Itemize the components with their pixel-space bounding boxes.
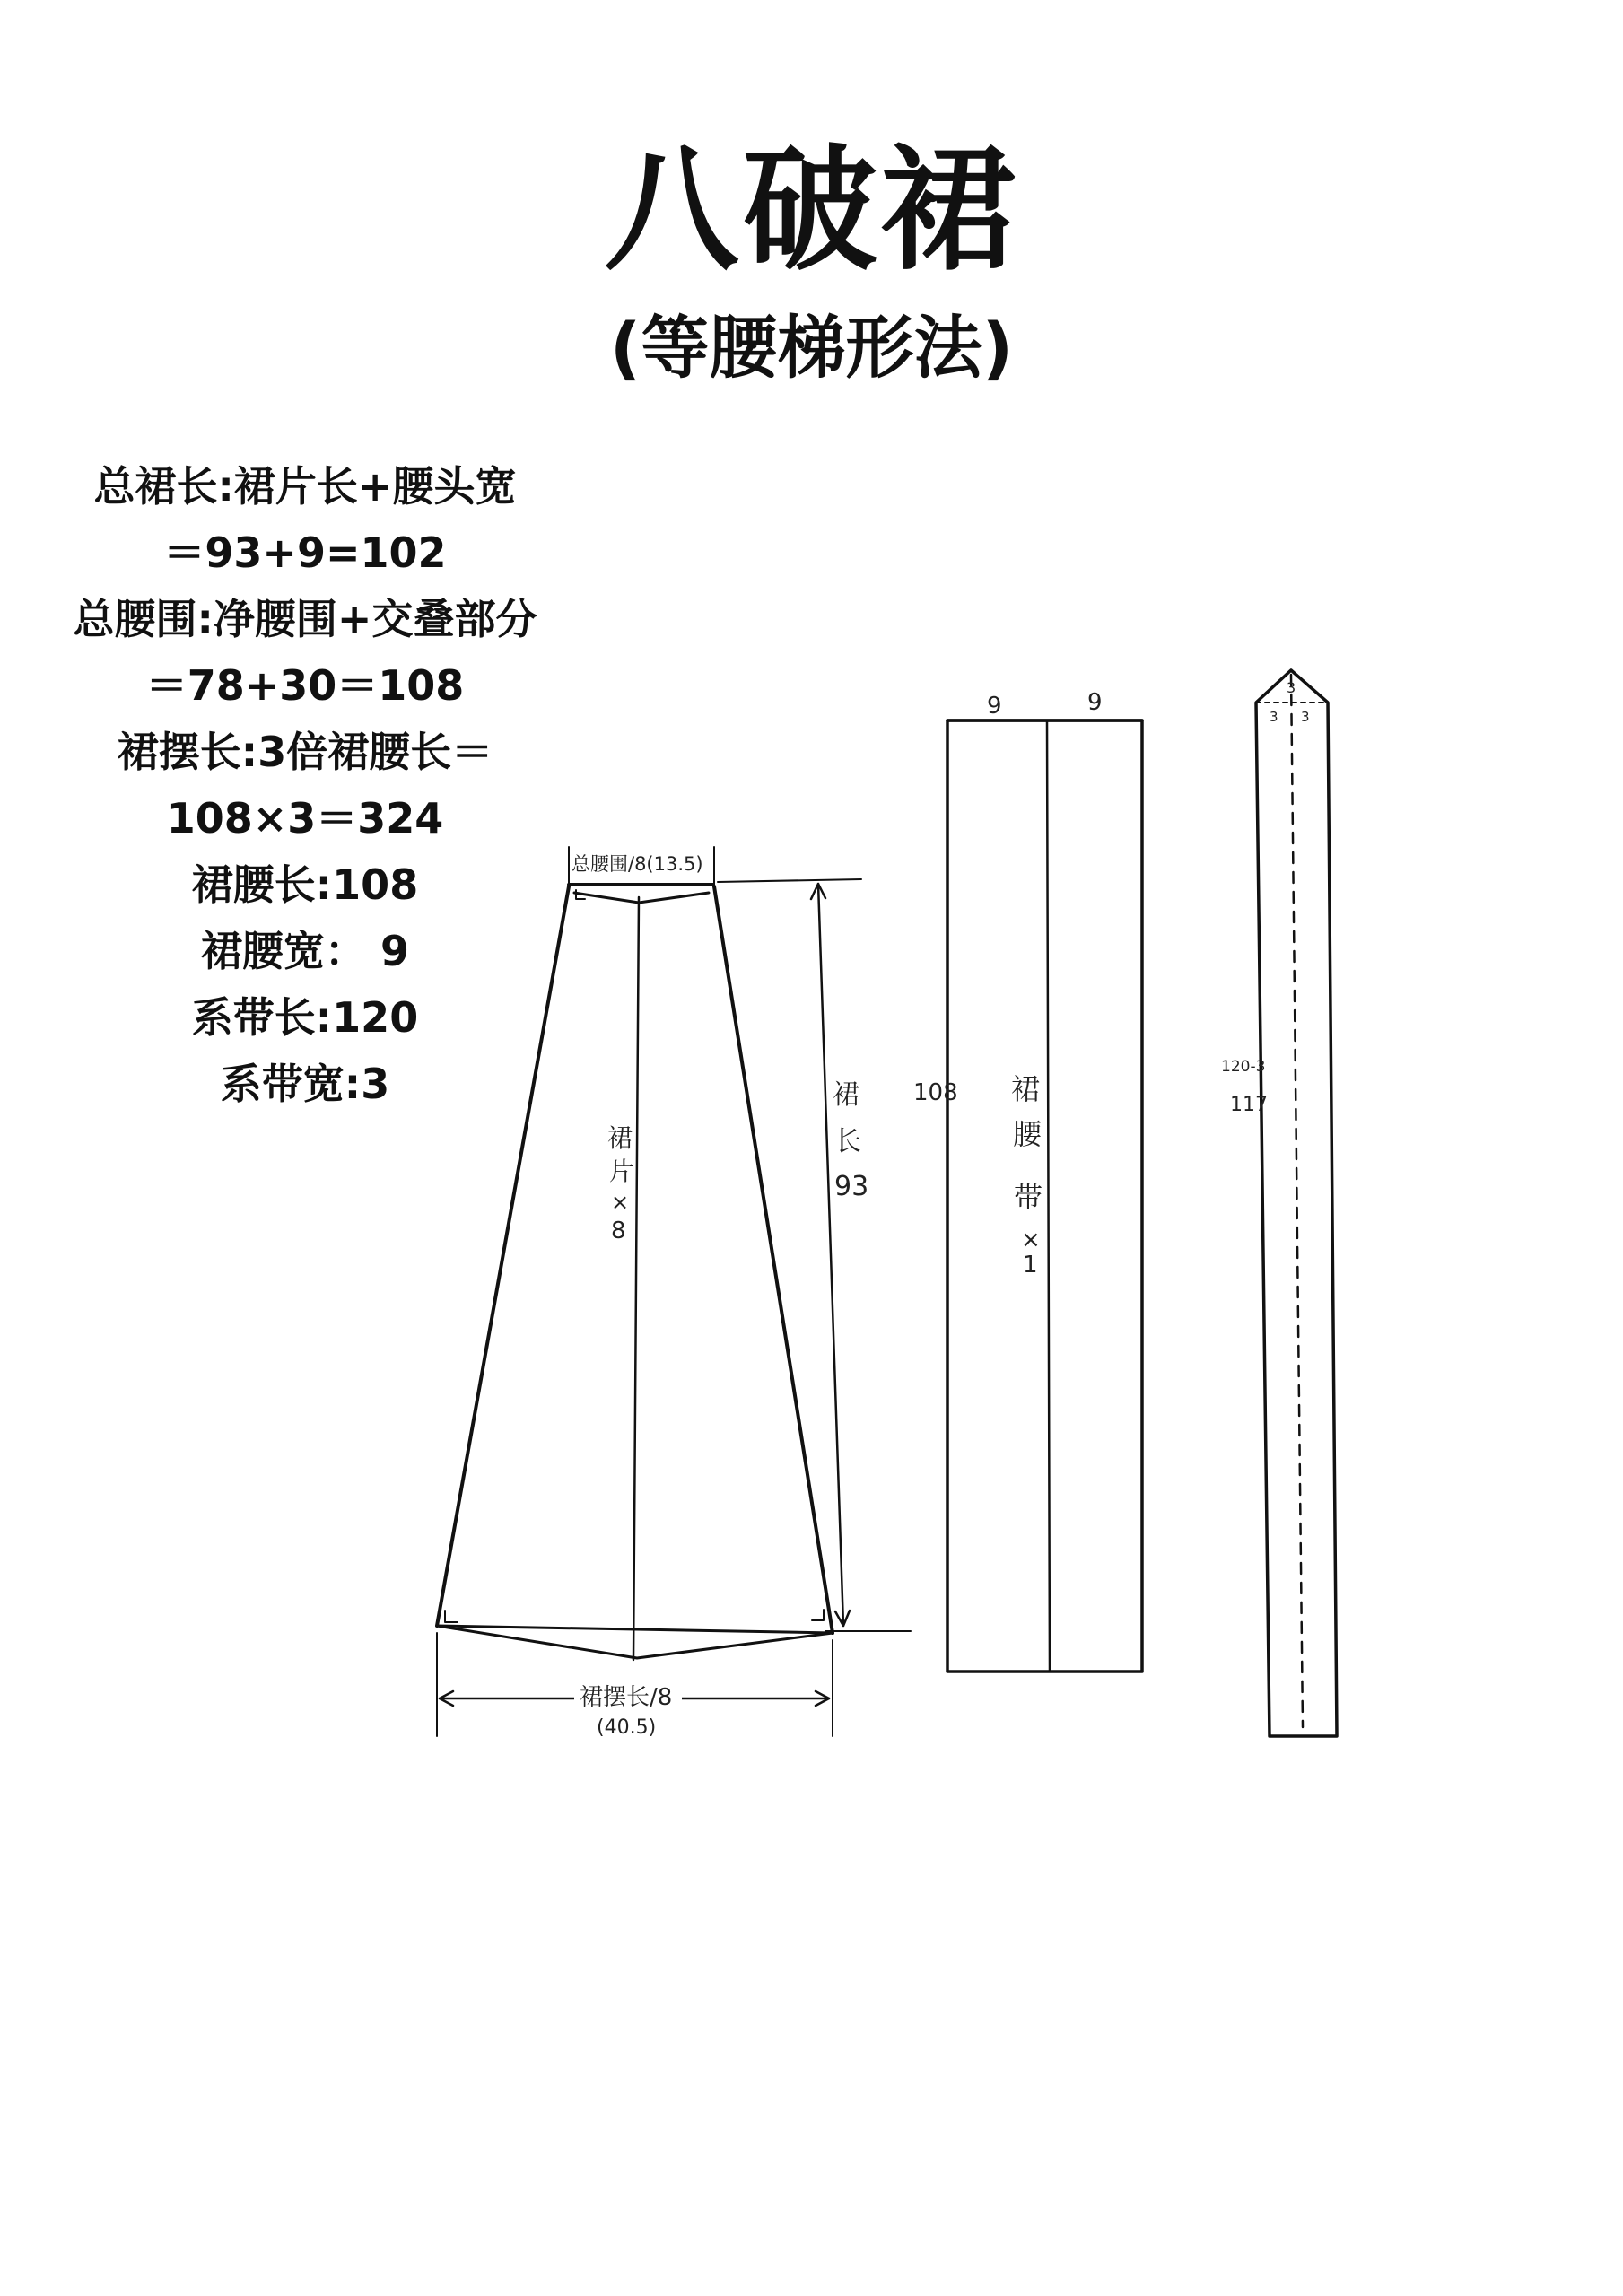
panel-left-edge xyxy=(437,886,569,1626)
piece-label-char: 片 xyxy=(609,1157,635,1186)
spec-line: ＝78+30＝108 xyxy=(145,661,465,710)
tie-side-right: 3 xyxy=(1301,709,1310,725)
waistband-width-left: 9 xyxy=(987,693,1002,720)
waistband-label-char: 1 xyxy=(1023,1252,1038,1279)
length-extension xyxy=(718,879,861,882)
length-label-char: 裙 xyxy=(833,1079,859,1111)
spec-line: 108×3＝324 xyxy=(166,794,444,842)
waistband-width-right: 9 xyxy=(1087,689,1103,716)
tie-side-left: 3 xyxy=(1270,709,1278,725)
piece-label xyxy=(607,1123,634,1244)
hem-value: (40.5) xyxy=(597,1716,657,1739)
tie-length-value: 117 xyxy=(1230,1094,1268,1116)
waistband-fold-line xyxy=(1047,720,1050,1672)
right-angle-mark xyxy=(445,1611,458,1622)
tie-piece xyxy=(1221,670,1337,1736)
spec-line: 裙腰长:108 xyxy=(191,860,419,909)
waistband-label-char: 腰 xyxy=(1013,1117,1043,1151)
waist-label: 总腰围/8(13.5) xyxy=(572,853,703,875)
right-angle-mark xyxy=(812,1610,824,1620)
skirt-panel xyxy=(437,847,911,1739)
panel-center-line xyxy=(633,897,639,1660)
piece-label-char: × xyxy=(611,1190,630,1215)
spec-line: 裙摆长:3倍裙腰长＝ xyxy=(117,728,493,776)
page-title: 八破裙 xyxy=(604,133,1019,289)
tie-top-width: 3 xyxy=(1287,679,1296,696)
waistband-label-char: 裙 xyxy=(1011,1072,1041,1106)
piece-label-char: 8 xyxy=(611,1218,626,1244)
tie-center-dashed xyxy=(1291,675,1303,1727)
waistband-label xyxy=(1011,1072,1043,1279)
spec-line: ＝93+9=102 xyxy=(163,528,447,577)
spec-line: 总腰围:净腰围+交叠部分 xyxy=(73,595,537,643)
waistband-label-char: × xyxy=(1021,1227,1041,1253)
piece-label-char: 裙 xyxy=(607,1123,633,1153)
panel-right-edge xyxy=(714,886,833,1633)
waistband-piece xyxy=(913,689,1142,1672)
length-arrow-line xyxy=(818,884,843,1626)
spec-line: 系带宽:3 xyxy=(220,1060,390,1108)
length-label xyxy=(833,1079,868,1202)
hem-label: 裙摆长/8 xyxy=(580,1684,673,1711)
length-label-char: 长 xyxy=(834,1126,861,1157)
spec-line: 裙腰宽： 9 xyxy=(200,927,410,975)
tie-length-formula: 120-3 xyxy=(1221,1058,1266,1076)
waistband-length: 108 xyxy=(913,1079,958,1106)
waistband-outline xyxy=(947,720,1142,1672)
tie-outline xyxy=(1256,670,1337,1736)
spec-line: 总裙长:裙片长+腰头宽 xyxy=(93,462,517,511)
panel-waist-curve xyxy=(574,893,709,903)
spec-line: 系带长:120 xyxy=(191,993,419,1042)
waistband-label-char: 带 xyxy=(1014,1180,1043,1214)
length-label-char: 93 xyxy=(834,1171,869,1202)
page-subtitle: (等腰梯形法) xyxy=(609,308,1014,388)
